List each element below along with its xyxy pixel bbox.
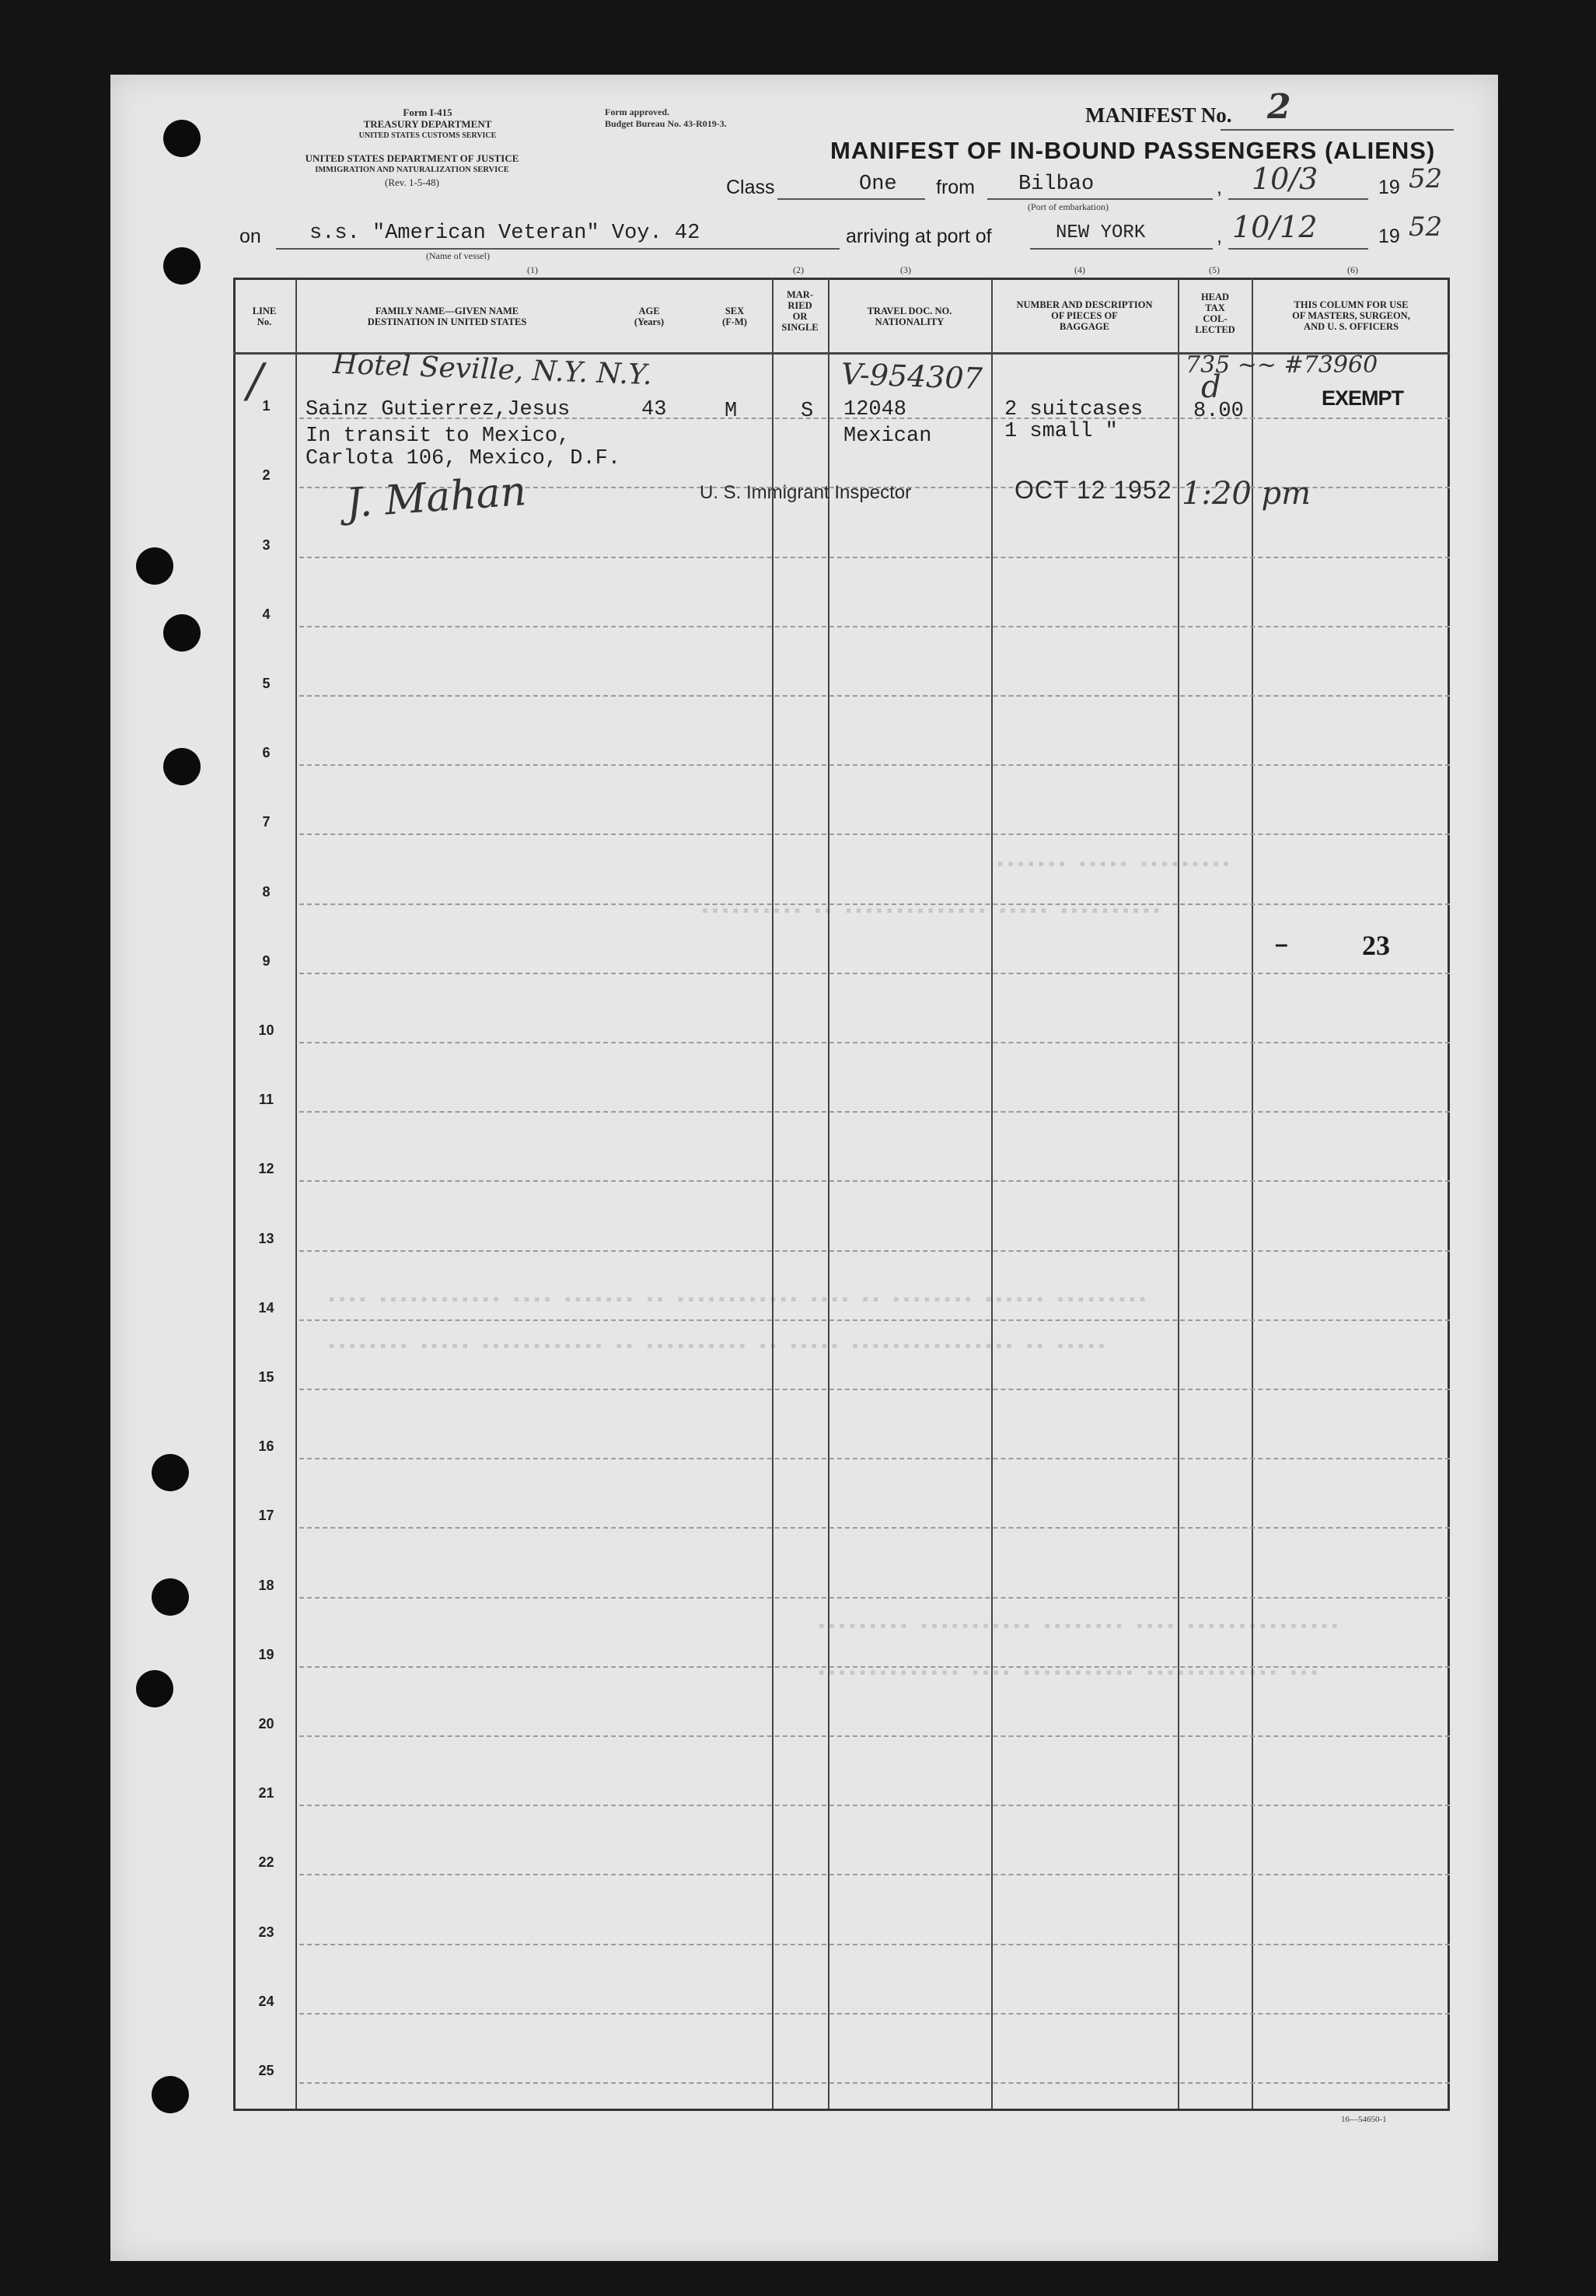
port-value: NEW YORK [1056,222,1146,243]
col-header-married: MAR- RIED OR SINGLE [781,289,819,333]
year-prefix: 19 [1378,176,1400,198]
page-title: MANIFEST OF IN-BOUND PASSENGERS (ALIENS) [830,137,1436,164]
col-num-5: (5) [1209,264,1220,275]
row-number: 5 [262,676,271,691]
row-number: 20 [258,1716,274,1732]
handwritten-tax-mark: d [1201,369,1221,405]
from-line [987,198,1213,200]
bleed-through: ▪▪▪▪▪▪▪▪▪▪▪▪▪▪ ▪▪▪▪ ▪▪▪▪▪▪▪▪▪▪▪ ▪▪▪▪▪▪▪▪▪▪▪▪▪ ▪▪▪ [816,1664,1319,1683]
budget-bureau: Budget Bureau No. 43-R019-3. [605,118,727,129]
table-row [299,973,1450,974]
table-row [299,2013,1450,2015]
col-divider [1252,278,1253,2109]
embark-date-value: 10/3 [1252,162,1318,196]
inspection-time: 1:20 pm [1182,476,1311,512]
manifest-number-line [1221,129,1454,131]
bleed-through: ▪▪▪▪ ▪▪▪▪▪▪▪▪▪▪▪▪ ▪▪▪▪ ▪▪▪▪▪▪▪ ▪▪ ▪▪▪▪▪▪▪▪▪▪▪▪ ▪▪▪▪ ▪▪ ▪▪▪▪▪▪▪▪ ▪▪▪▪▪▪ ▪▪▪▪▪▪▪▪▪ [327,1291,1148,1310]
handwritten-destination: Hotel Seville, N.Y. N.Y. [332,348,653,392]
arriving-label: arriving at port of [846,225,992,247]
row-number: 7 [262,814,271,830]
binder-hole [136,547,173,585]
col-header-name: FAMILY NAME—GIVEN NAME DESTINATION IN UNITED STATES [367,306,527,327]
class-value: One [859,173,897,196]
col-header-officers: THIS COLUMN FOR USE OF MASTERS, SURGEON, AND U. S. OFFICERS [1292,299,1410,332]
port-line [1030,248,1213,250]
dept-treasury: TREASURY DEPARTMENT [363,118,492,130]
row-number: 10 [258,1022,274,1038]
row-number: 17 [258,1508,274,1524]
passenger-nationality: Mexican [843,425,932,448]
col-header-age: AGE (Years) [634,306,665,327]
col-num-6: (6) [1347,264,1358,275]
comma: , [1217,176,1222,198]
row-number: 8 [262,883,271,900]
col-num-1: (1) [527,264,538,275]
passenger-marital-status: S [801,400,814,423]
table-row [299,1458,1450,1459]
row-number: 18 [258,1577,274,1593]
col-header-sex: SEX (F-M) [722,306,747,327]
binder-hole [163,247,201,285]
exempt-stamp: EXEMPT [1322,386,1404,410]
embark-date-line [1228,198,1368,200]
checkmark-line-1: / [247,354,264,408]
manifest-number-value: 2 [1267,87,1291,127]
handwritten-officer-note: 735 ~~ #73960 [1186,351,1378,379]
passenger-sex: M [725,400,738,423]
vessel-line [276,248,840,250]
from-label: from [936,176,975,198]
class-line [777,198,925,200]
table-row [299,833,1450,835]
row-number: 12 [258,1161,274,1177]
table-row [299,903,1450,905]
binder-hole [163,748,201,785]
table-row [299,2082,1450,2084]
table-row [299,1250,1450,1252]
table-row [299,626,1450,627]
row-number: 3 [262,536,271,553]
table-row [299,1597,1450,1599]
bleed-through: ▪▪▪▪▪▪▪▪▪ ▪▪▪▪▪▪▪▪▪▪▪ ▪▪▪▪▪▪▪▪ ▪▪▪▪ ▪▪▪▪▪▪▪▪▪▪▪▪▪▪▪ [816,1617,1340,1637]
handwritten-visa-number: V-954307 [840,356,983,397]
table-row [299,1944,1450,1945]
row-number: 25 [258,2063,274,2078]
form-number: Form I-415 [403,107,452,118]
inspector-signature: J. Mahan [344,467,528,528]
table-row [299,1389,1450,1390]
row-number: 22 [258,1854,274,1871]
from-value: Bilbao [1018,173,1095,196]
side-mark: 23 [1362,930,1390,961]
table-row [299,1805,1450,1806]
col-num-3: (3) [900,264,911,275]
row-number: 21 [258,1785,274,1802]
arrival-date-value: 10/12 [1232,210,1318,244]
transit-note: In transit to Mexico, [306,425,571,448]
form-revision: (Rev. 1-5-48) [385,176,439,188]
table-row [299,1735,1450,1737]
manifest-number-label: MANIFEST No. [1085,103,1232,127]
col-header-travel: TRAVEL DOC. NO. NATIONALITY [867,306,952,327]
row-number: 16 [258,1438,274,1455]
arrival-year: 52 [1409,211,1443,243]
row-number: 4 [262,606,271,622]
arrival-date-line [1228,248,1368,250]
embark-year: 52 [1409,163,1443,194]
col-header-baggage: NUMBER AND DESCRIPTION OF PIECES OF BAGGAGE [1016,299,1153,332]
inspector-label: U. S. Immigrant Inspector [700,482,912,503]
dept-customs: UNITED STATES CUSTOMS SERVICE [358,131,497,140]
transit-address: Carlota 106, Mexico, D.F. [306,447,621,470]
row-number: 9 [262,952,271,969]
passenger-name: Sainz Gutierrez,Jesus [306,398,571,421]
class-label: Class [726,176,775,198]
table-row [299,1874,1450,1875]
binder-hole [136,1670,173,1707]
bleed-through: ▪▪▪▪▪▪▪ ▪▪▪▪▪ ▪▪▪▪▪▪▪▪▪ [995,855,1231,875]
col-header-tax: HEAD TAX COL- LECTED [1195,292,1235,335]
baggage-line-2: 1 small " [1004,420,1118,443]
travel-doc-number: 12048 [843,398,907,421]
binder-hole [163,614,201,652]
row-number: 24 [258,1993,274,2009]
dept-ins: IMMIGRATION AND NATURALIZATION SERVICE [315,166,509,174]
binder-hole [152,1454,189,1491]
inspection-date-stamp: OCT 12 1952 [1015,476,1172,504]
col-num-4: (4) [1074,264,1085,275]
vessel-note: (Name of vessel) [426,250,490,261]
bleed-through: ▪▪▪▪▪▪▪▪▪▪ ▪▪ ▪▪▪▪▪▪▪▪▪▪▪▪▪▪ ▪▪▪▪▪ ▪▪▪▪▪▪▪▪▪▪ [700,902,1162,921]
col-divider [1178,278,1179,2109]
col-divider [295,278,297,2109]
row-number: 6 [262,745,271,761]
row-number: 11 [258,1092,274,1108]
year-prefix: 19 [1378,225,1400,247]
bleed-through: ▪▪▪▪▪▪▪▪ ▪▪▪▪▪ ▪▪▪▪▪▪▪▪▪▪▪▪ ▪▪ ▪▪▪▪▪▪▪▪▪▪ ▪▪ ▪▪▪▪▪ ▪▪▪▪▪▪▪▪▪▪▪▪▪▪▪▪ ▪▪ ▪▪▪▪▪ [327,1337,1107,1357]
binder-hole [152,1578,189,1616]
passenger-age: 43 [641,398,667,421]
head-tax-collected: 8.00 [1193,400,1244,423]
row-number: 19 [258,1646,274,1662]
table-row [299,1319,1450,1321]
on-label: on [239,225,261,247]
table-row [299,1180,1450,1182]
table-row [299,1666,1450,1668]
dept-justice: UNITED STATES DEPARTMENT OF JUSTICE [305,152,519,164]
form-approved: Form approved. [605,107,670,117]
footer-code: 16—54650-1 [1341,2115,1387,2124]
table-row [299,695,1450,697]
baggage-line-1: 2 suitcases [1004,398,1144,421]
row-number: 1 [262,398,271,414]
table-row [299,1042,1450,1043]
row-number: 13 [258,1230,274,1246]
row-number: 15 [258,1369,274,1385]
table-row [299,764,1450,766]
row-number: 2 [262,467,271,484]
col-num-2: (2) [793,264,804,275]
col-divider [991,278,993,2109]
col-divider [772,278,774,2109]
passenger-table [233,278,1450,2111]
table-row [299,1527,1450,1529]
row-number: 23 [258,1924,274,1940]
binder-hole [163,120,201,157]
embarkation-note: (Port of embarkation) [1028,201,1109,212]
col-divider [828,278,829,2109]
col-header-line: LINE No. [252,306,277,327]
table-row [299,1111,1450,1113]
side-dash: – [1275,931,1288,957]
vessel-name: s.s. "American Veteran" Voy. 42 [309,222,700,245]
table-row [299,557,1450,558]
comma: , [1217,225,1222,247]
binder-hole [152,2076,189,2113]
row-number: 14 [258,1299,274,1316]
